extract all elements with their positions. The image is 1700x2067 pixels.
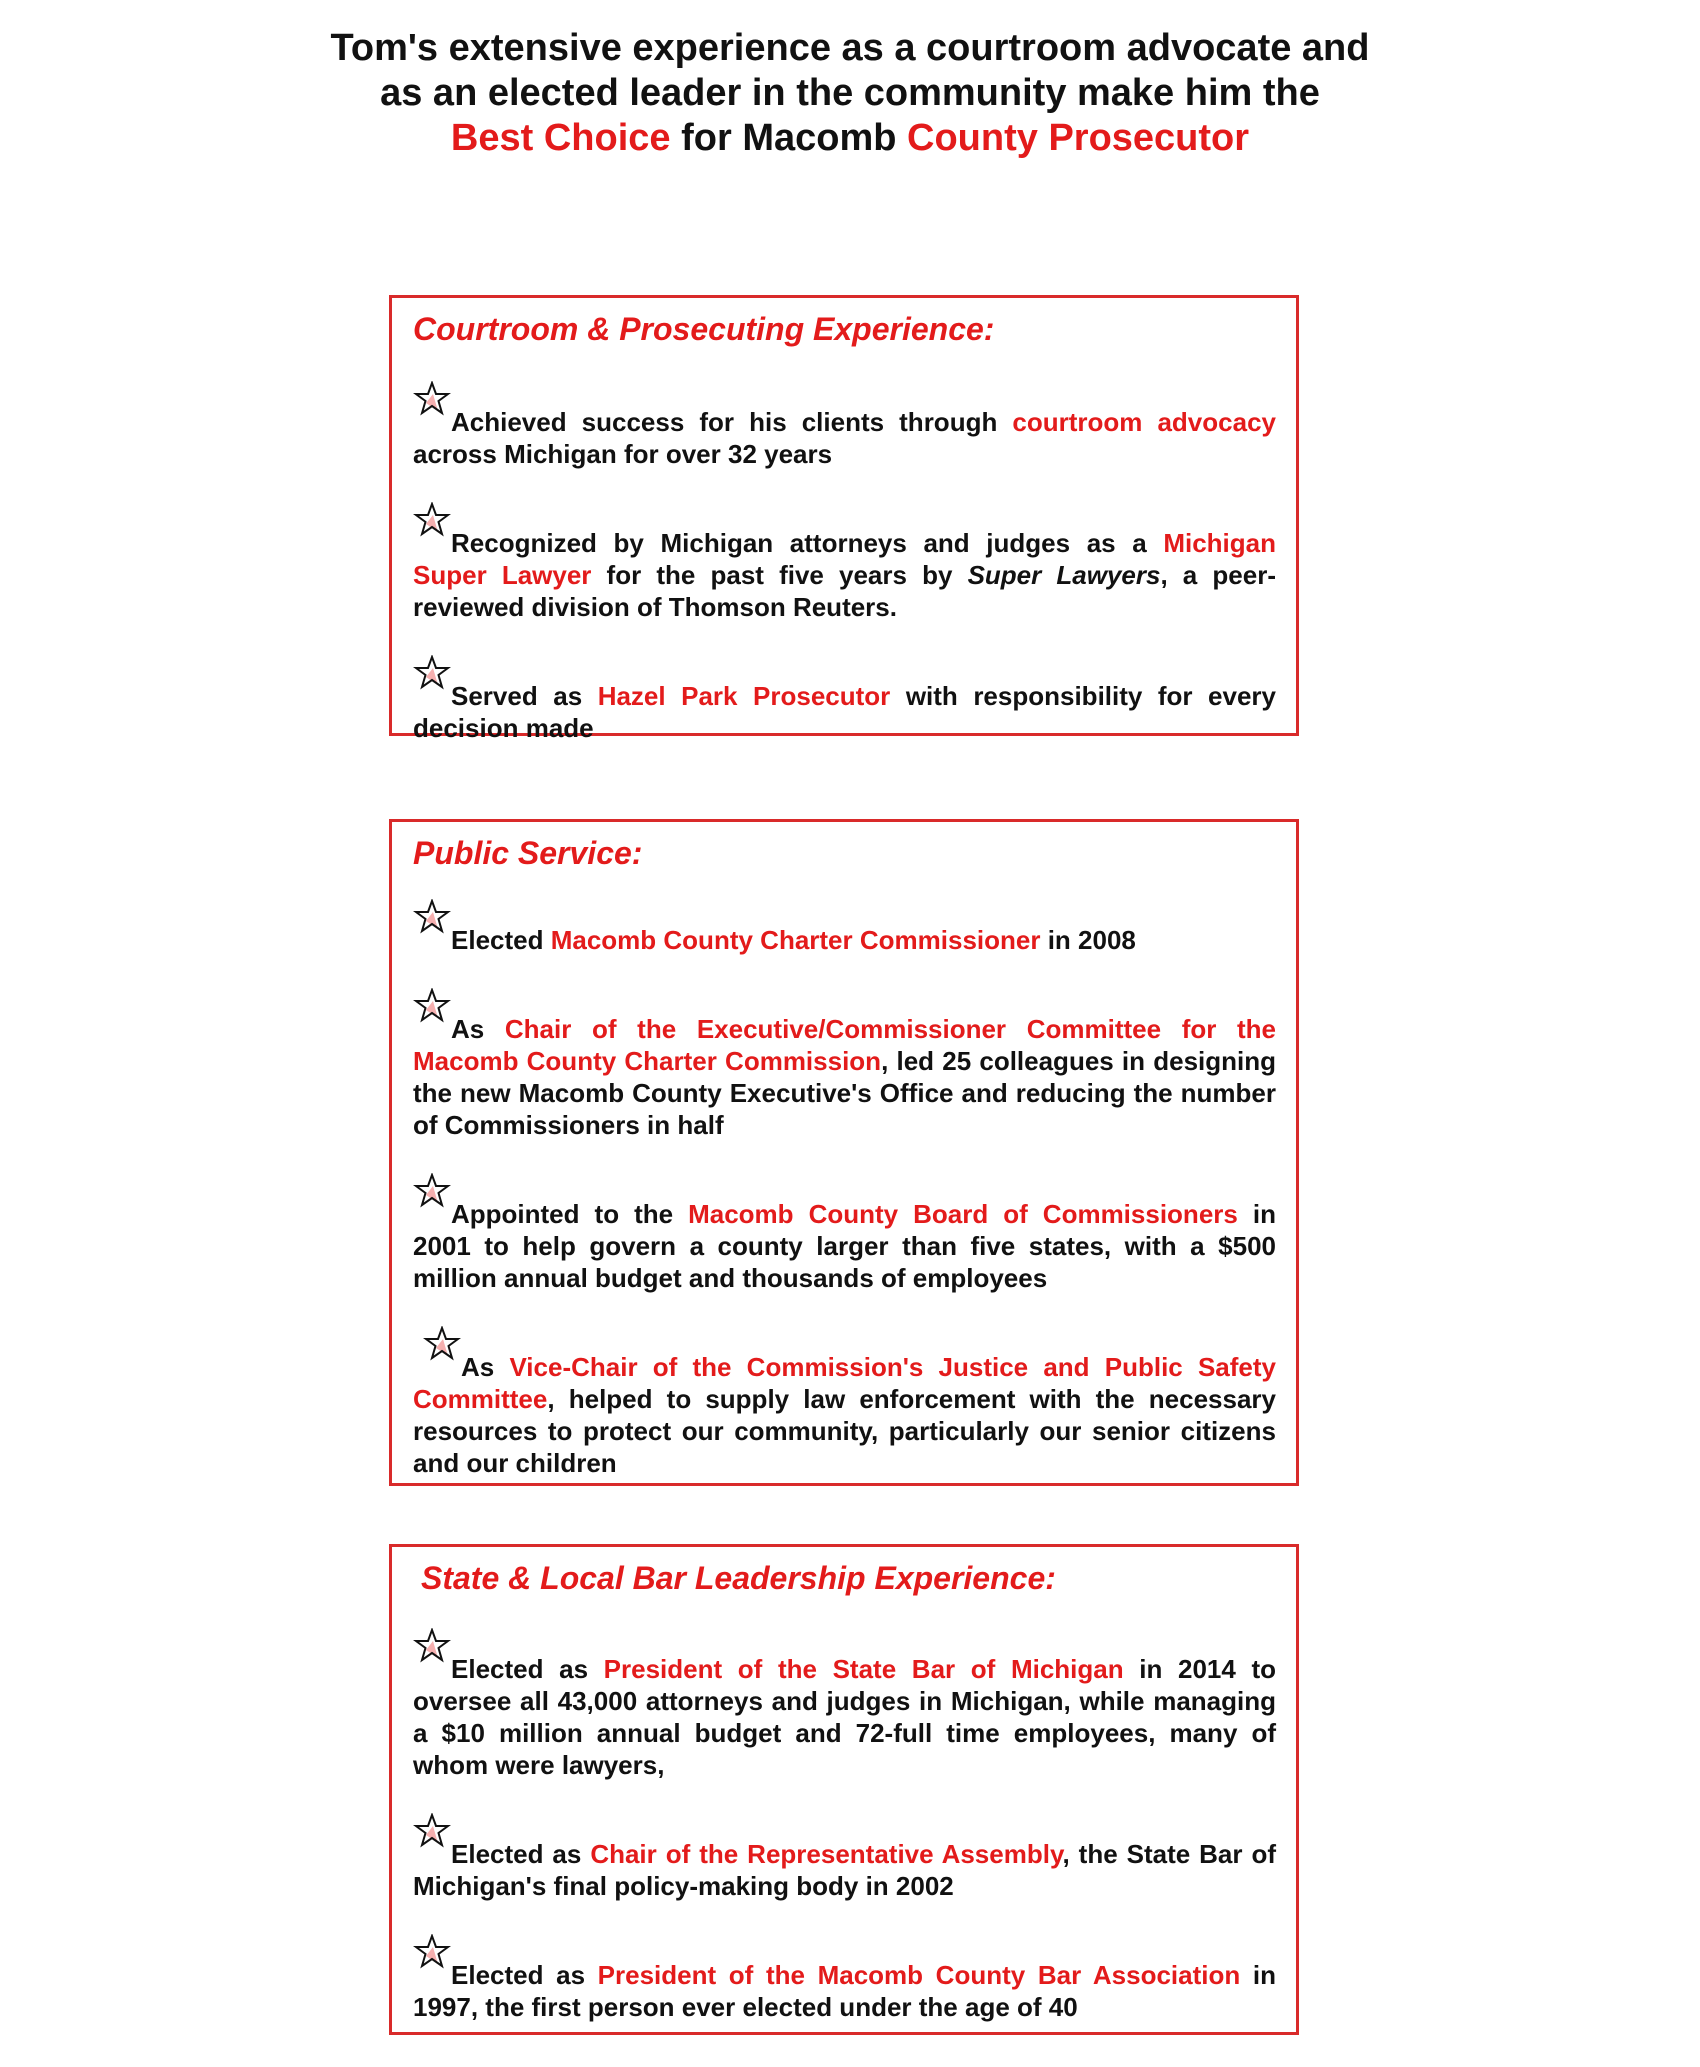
list-item: Elected as Chair of the Representative Assembly, the State Bar of Michigan's final policy-making body in 2002 [413,1821,1276,1902]
star-icon [413,1646,451,1680]
star-icon [413,673,451,707]
header-mid-text: for Macomb [670,117,908,159]
list-item: Served as Hazel Park Prosecutor with responsibility for every decision made [413,663,1276,744]
star-icon [413,1006,451,1040]
header-line-1: Tom's extensive experience as a courtroom advocate and [330,27,1370,69]
star-icon [413,917,451,951]
star-icon [413,1952,451,1986]
section-title: Public Service: [413,835,643,871]
list-item: As Vice-Chair of the Commission's Justice and Public Safety Committee, helped to supply law enforcement with the necessary resources to protect our community, particularly our senior citizens and our children [413,1334,1276,1479]
best-choice-text: Best Choice [450,117,671,159]
list-item: Elected Macomb County Charter Commissioner in 2008 [413,907,1276,956]
list-item: As Chair of the Executive/Commissioner Committee for the Macomb County Charter Commission, led 25 colleagues in designing the new Macomb County Executive's Office and reducing the number of Commissioners in half [413,996,1276,1141]
list-item: Appointed to the Macomb County Board of Commissioners in 2001 to help govern a county larger than five states, with a $500 million annual budget and thousands of employees [413,1181,1276,1294]
section-title: Courtroom & Prosecuting Experience: [413,311,995,347]
section-bar-leadership [389,1544,1299,2035]
star-icon [423,1344,461,1378]
star-icon [413,1831,451,1865]
page-header [200,26,1500,161]
list-item: Achieved success for his clients through courtroom advocacy across Michigan for over 32 years [413,389,1276,470]
section-title: State & Local Bar Leadership Experience: [421,1560,1056,1596]
county-prosecutor-text: County Prosecutor [907,117,1250,159]
list-item: Elected as President of the Macomb County Bar Association in 1997, the first person ever elected under the age of 40 [413,1942,1276,2023]
list-item: Recognized by Michigan attorneys and judges as a Michigan Super Lawyer for the past five years by Super Lawyers, a peer-reviewed division of Thomson Reuters. [413,510,1276,623]
star-icon [413,1191,451,1225]
header-line-3 [200,116,1500,161]
list-item: Elected as President of the State Bar of Michigan in 2014 to oversee all 43,000 attorneys and judges in Michigan, while managing a $10 million annual budget and 72-full time employees, many of whom were lawyers, [413,1636,1276,1781]
star-icon [413,399,451,433]
star-icon [413,520,451,554]
header-line-2: as an elected leader in the community make him the [380,72,1320,114]
section-courtroom [389,295,1299,743]
section-public-service [389,819,1299,1486]
